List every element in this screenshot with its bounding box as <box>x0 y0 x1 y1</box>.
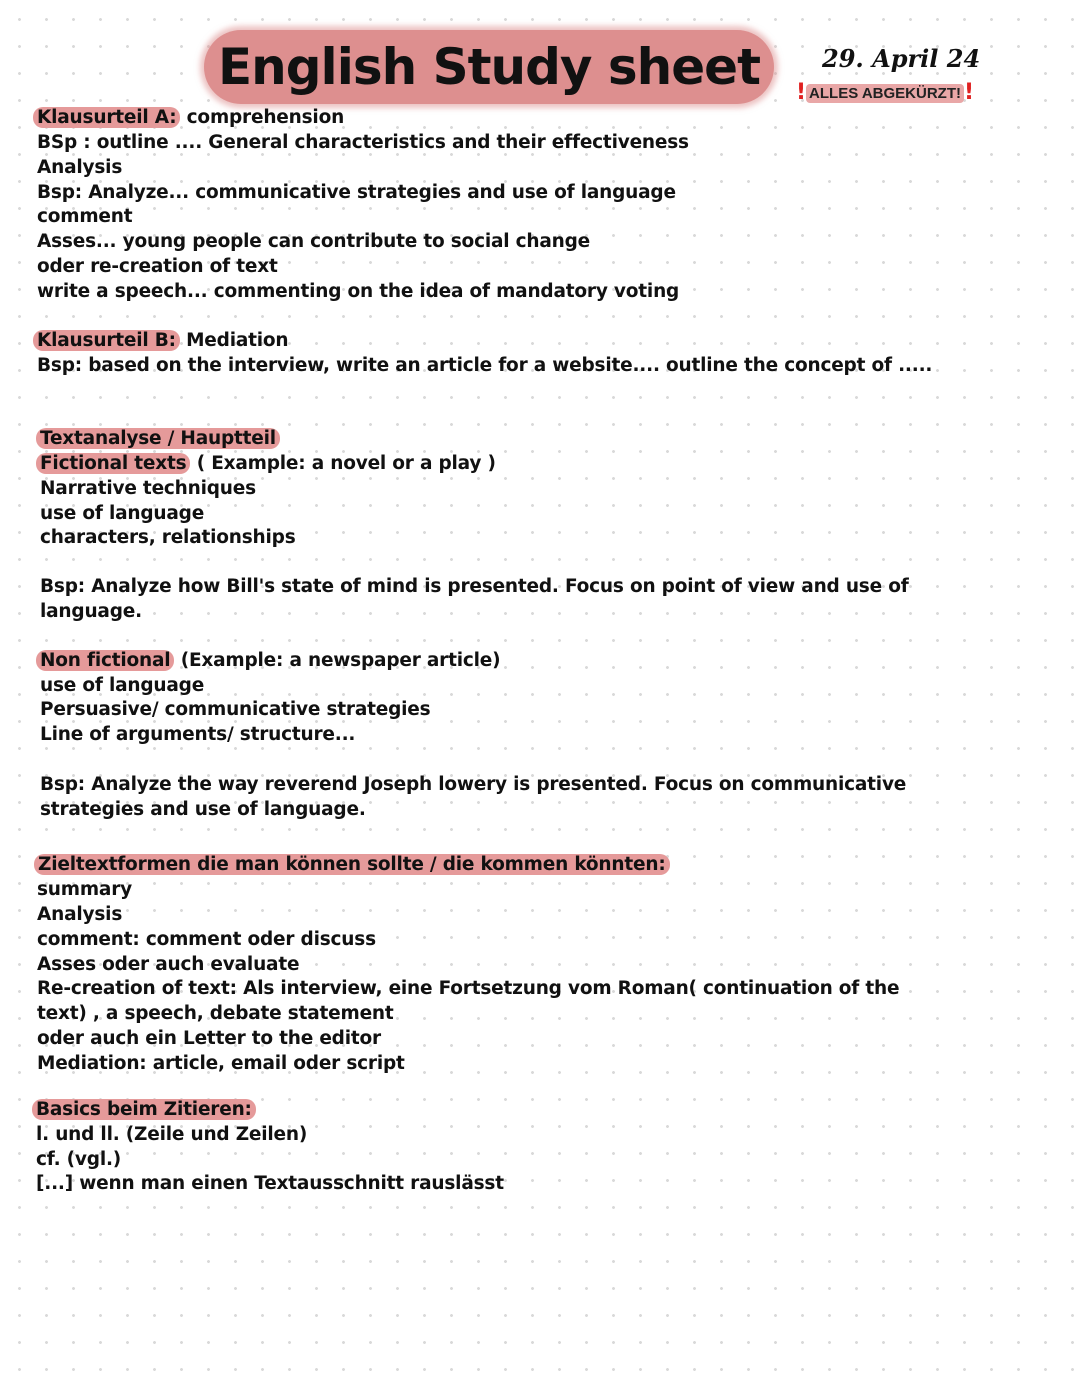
page-title: English Study sheet <box>204 30 774 104</box>
highlight-label: Non fictional <box>36 650 174 671</box>
heading-rest: Mediation <box>179 330 289 351</box>
exclamation-icon: ! <box>796 80 807 105</box>
highlight-label: Klausurteil A: <box>33 107 180 128</box>
text-line: Analysis <box>37 157 123 178</box>
nonfictional-heading <box>40 649 500 673</box>
text-line: use of language <box>40 675 205 696</box>
section-heading-textanalyse <box>40 427 280 451</box>
text-line: Narrative techniques <box>40 478 256 499</box>
text-line: use of language <box>40 503 205 524</box>
text-line: text) , a speech, debate statement <box>37 1003 394 1024</box>
exclamation-icon: ! <box>963 80 975 105</box>
highlight-label: Fictional texts <box>36 453 190 474</box>
text-line: comment <box>37 206 133 227</box>
text-line: Bsp: Analyze the way reverend Joseph lowery is presented. Focus on communicative <box>40 774 907 795</box>
text-line: Asses oder auch evaluate <box>37 954 300 975</box>
text-line: Bsp: based on the interview, write an article for a website.... outline the concept of ..... <box>37 355 933 376</box>
text-line: strategies and use of language. <box>40 799 366 820</box>
note-text: ALLES ABGEKÜRZT! <box>806 84 964 103</box>
text-line: oder re-creation of text <box>37 256 278 277</box>
heading-rest: (Example: a newspaper article) <box>174 650 501 671</box>
section-heading-b <box>37 329 288 353</box>
text-line: oder auch ein Letter to the editor <box>37 1028 381 1049</box>
section-heading-zieltextformen <box>38 853 670 877</box>
text-line: Persuasive/ communicative strategies <box>40 699 431 720</box>
text-line: Line of arguments/ structure... <box>40 724 356 745</box>
fictional-heading <box>40 452 496 476</box>
text-line: characters, relationships <box>40 527 296 548</box>
text-line: Analysis <box>37 904 123 925</box>
text-line: write a speech... commenting on the idea of mandatory voting <box>37 281 680 302</box>
text-line: language. <box>40 601 142 622</box>
text-line: cf. (vgl.) <box>36 1149 122 1170</box>
text-line: l. und ll. (Zeile und Zeilen) <box>36 1124 308 1145</box>
highlight-label: Textanalyse / Hauptteil <box>36 428 280 449</box>
note-badge <box>796 82 974 104</box>
text-line: Mediation: article, email oder script <box>37 1053 405 1074</box>
highlight-label: Zieltextformen die man können sollte / die kommen könnten: <box>34 854 670 875</box>
text-line: Bsp: Analyze... communicative strategies and use of language <box>37 182 676 203</box>
text-line: Asses... young people can contribute to social change <box>37 231 591 252</box>
text-line: [...] wenn man einen Textausschnitt rauslässt <box>36 1173 504 1194</box>
section-heading-a <box>37 106 344 130</box>
text-line: Bsp: Analyze how Bill's state of mind is presented. Focus on point of view and use of <box>40 576 909 597</box>
date: 29. April 24 <box>822 44 981 73</box>
heading-rest: comprehension <box>180 107 345 128</box>
highlight-label: Klausurteil B: <box>33 330 180 351</box>
highlight-label: Basics beim Zitieren: <box>32 1099 256 1120</box>
text-line: Re-creation of text: Als interview, eine Fortsetzung vom Roman( continuation of the <box>37 978 900 999</box>
text-line: comment: comment oder discuss <box>37 929 376 950</box>
heading-rest: ( Example: a novel or a play ) <box>190 453 496 474</box>
text-line: summary <box>37 879 133 900</box>
text-line: BSp : outline .... General characteristics and their effectiveness <box>37 132 689 153</box>
section-heading-basics <box>36 1098 256 1122</box>
